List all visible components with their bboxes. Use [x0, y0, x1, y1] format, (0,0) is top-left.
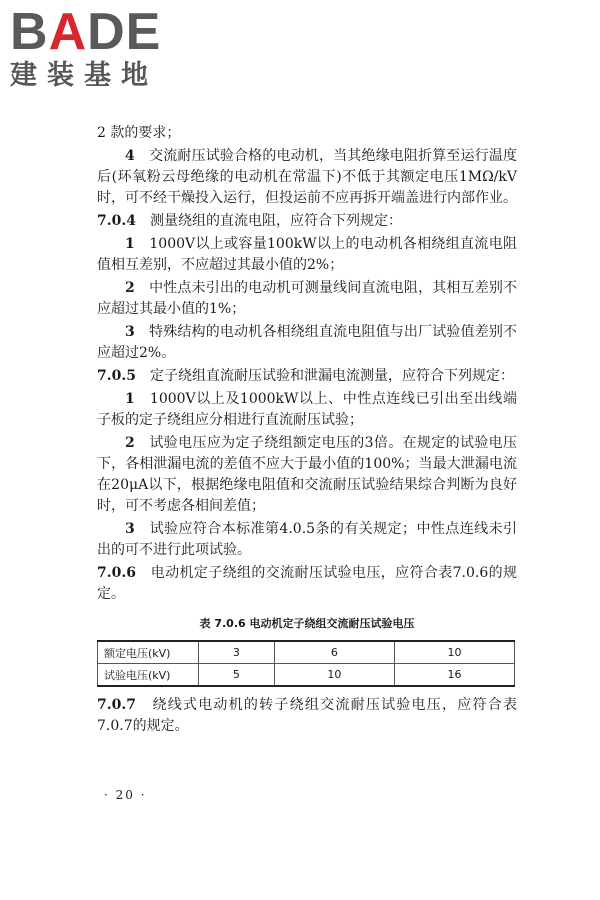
- table-cell: 6: [274, 641, 394, 664]
- table-row-header: 额定电压(kV): [98, 641, 199, 664]
- list-item: 1 1000V以上及1000kW以上、中性点连线已引出至出线端子板的定子绕组应分相进行直流耐压试验；: [97, 391, 518, 428]
- document-body: [97, 123, 517, 737]
- clause: 7.0.7 绕线式电动机的转子绕组交流耐压试验电压，应符合表7.0.7的规定。: [97, 697, 518, 734]
- logo-subtitle: 建装基地: [10, 60, 158, 91]
- clause: 7.0.5 定子绕组直流耐压试验和泄漏电流测量，应符合下列规定：: [97, 368, 514, 384]
- table-cell: 16: [394, 664, 514, 687]
- table-cell: 5: [199, 664, 275, 687]
- table-cell: 10: [394, 641, 514, 664]
- table-title: 表 7.0.6 电动机定子绕组交流耐压试验电压: [199, 617, 415, 630]
- list-item: 4 交流耐压试验合格的电动机，当其绝缘电阻折算至运行温度后(环氧粉云母绝缘的电动机在常温下)不低于其额定电压1MΩ/kV时，可不经干燥投入运行，但投运前不应再拆开端盖进行内部作业。: [97, 148, 518, 206]
- list-item: 3 特殊结构的电动机各相绕组直流电阻值与出厂试验值差别不应超过2%。: [97, 324, 518, 361]
- table-row-header: 试验电压(kV): [98, 664, 199, 687]
- table-cell: 10: [274, 664, 394, 687]
- list-item: 1 1000V以上或容量100kW以上的电动机各相绕组直流电阻值相互差别，不应超过其最小值的2%；: [97, 236, 518, 273]
- table-row: [98, 641, 515, 664]
- clause: 7.0.4 测量绕组的直流电阻，应符合下列规定：: [97, 213, 402, 229]
- voltage-table: [97, 640, 515, 687]
- clause: 7.0.6 电动机定子绕组的交流耐压试验电压，应符合表7.0.6的规定。: [97, 565, 518, 602]
- list-item: 2 试验电压应为定子绕组额定电压的3倍。在规定的试验电压下，各相泄漏电流的差值不应大于最小值的100%；当最大泄漏电流在20μA以下，根据绝缘电阻值和交流耐压试验结果综合判断为良好时，可不考虑各相间差值；: [97, 435, 518, 514]
- list-item: 2 中性点未引出的电动机可测量线间直流电阻，其相互差别不应超过其最小值的1%；: [97, 280, 518, 317]
- bade-logo: [10, 3, 180, 92]
- paragraph: 2 款的要求；: [97, 125, 181, 141]
- table-cell: 3: [199, 641, 275, 664]
- page-number: · 20 ·: [104, 788, 147, 802]
- list-item: 3 试验应符合本标准第4.0.5条的有关规定；中性点连线未引出的可不进行此项试验。: [97, 521, 518, 558]
- table-row: [98, 664, 515, 687]
- logo-accent-letter: A: [48, 3, 88, 61]
- logo-mark: BADE: [10, 3, 162, 61]
